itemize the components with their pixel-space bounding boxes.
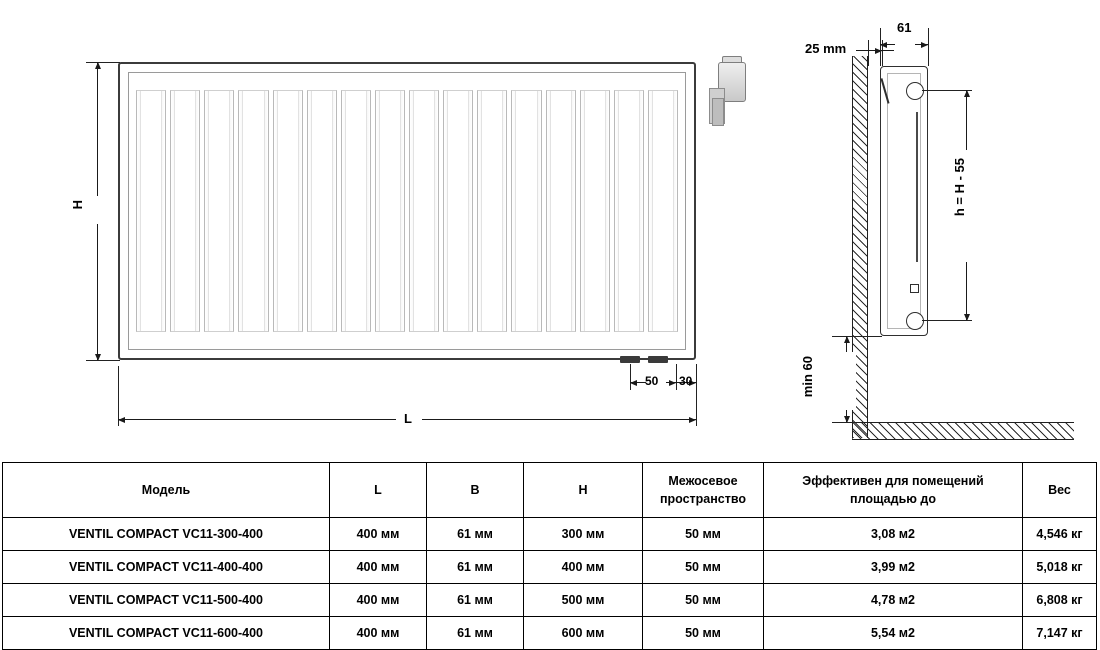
cell-spacing: 50 мм [643, 584, 764, 617]
fin [307, 90, 337, 332]
ext-line-bottom-left [86, 360, 120, 361]
cell-depth: 61 мм [427, 518, 524, 551]
dim-gap-mask-61 [895, 34, 915, 54]
th-area [764, 463, 1023, 518]
cell-height: 600 мм [524, 617, 643, 650]
fin [273, 90, 303, 332]
table-row [3, 518, 1097, 551]
cell-area: 3,08 м2 [764, 518, 1023, 551]
cell-height: 300 мм [524, 518, 643, 551]
arrow-right-61 [921, 42, 928, 48]
ext-50-left [630, 364, 631, 390]
ext-61-right [928, 28, 929, 66]
cell-depth: 61 мм [427, 617, 524, 650]
ext-30-right [696, 364, 697, 390]
arrow-left-length [118, 417, 125, 423]
fin [136, 90, 166, 332]
cell-area: 4,78 м2 [764, 584, 1023, 617]
th-area-line1: Эффективен для помещений [802, 473, 984, 488]
ext-50-right [676, 364, 677, 390]
fin [170, 90, 200, 332]
th-height: H [524, 463, 643, 518]
cell-area: 3,99 м2 [764, 551, 1023, 584]
radiator-front-view [118, 62, 696, 360]
radiator-fins [134, 90, 680, 332]
fin [238, 90, 268, 332]
label-depth-25mm: 25 mm [805, 41, 847, 56]
fin [511, 90, 541, 332]
cell-model: VENTIL COMPACT VC11-400-400 [3, 551, 330, 584]
arrow-right-50 [669, 380, 676, 386]
fin [648, 90, 678, 332]
table-header-row [3, 463, 1097, 518]
cell-depth: 61 мм [427, 584, 524, 617]
side-internal-bar [916, 112, 918, 262]
fin [443, 90, 473, 332]
arrow-right-length [689, 417, 696, 423]
arrow-left-61 [880, 42, 887, 48]
label-dim-30: 30 [679, 374, 693, 388]
bottom-connection-circle [906, 312, 924, 330]
dim-gap-mask-min60 [838, 352, 856, 410]
th-spacing-line1: Межосевое [668, 473, 738, 488]
arrow-left-50 [630, 380, 637, 386]
arrow-up-min60 [844, 336, 850, 343]
th-area-line2: площадью до [850, 492, 936, 506]
fin [580, 90, 610, 332]
label-inner-height: h = H - 55 [952, 158, 967, 217]
bottom-connector-right [648, 356, 668, 363]
cell-length: 400 мм [330, 584, 427, 617]
side-mid-marker [910, 284, 919, 293]
cell-spacing: 50 мм [643, 551, 764, 584]
th-depth: B [427, 463, 524, 518]
th-weight: Вес [1023, 463, 1097, 518]
fin [204, 90, 234, 332]
table-row [3, 551, 1097, 584]
ext-line-top-left [86, 62, 120, 63]
cell-length: 400 мм [330, 617, 427, 650]
label-dim-50: 50 [645, 374, 659, 388]
specification-table [2, 462, 1097, 650]
cell-spacing: 50 мм [643, 617, 764, 650]
arrow-up-inner-height [964, 90, 970, 97]
bottom-connector-left [620, 356, 640, 363]
cell-area: 5,54 м2 [764, 617, 1023, 650]
table-row [3, 617, 1097, 650]
label-length-L: L [404, 411, 412, 426]
cell-weight: 6,808 кг [1023, 584, 1097, 617]
table-row [3, 584, 1097, 617]
dim-gap-mask-h [88, 196, 108, 224]
th-model: Модель [3, 463, 330, 518]
cell-weight: 5,018 кг [1023, 551, 1097, 584]
ext-min60-top [832, 336, 882, 337]
cell-height: 500 мм [524, 584, 643, 617]
fin [375, 90, 405, 332]
fin [341, 90, 371, 332]
top-connection-circle [906, 82, 924, 100]
arrow-down-inner-height [964, 314, 970, 321]
cell-height: 400 мм [524, 551, 643, 584]
fin [409, 90, 439, 332]
label-height-H: H [70, 200, 85, 210]
fin [477, 90, 507, 332]
fin [546, 90, 576, 332]
floor-hatch [852, 422, 1074, 440]
cell-weight: 4,546 кг [1023, 518, 1097, 551]
arrow-up-height [95, 62, 101, 69]
cell-length: 400 мм [330, 551, 427, 584]
cell-model: VENTIL COMPACT VC11-500-400 [3, 584, 330, 617]
label-width-61: 61 [897, 20, 912, 35]
cell-length: 400 мм [330, 518, 427, 551]
arrow-down-min60 [844, 416, 850, 423]
radiator-side-view [880, 66, 928, 336]
cell-weight: 7,147 кг [1023, 617, 1097, 650]
th-spacing [643, 463, 764, 518]
cell-model: VENTIL COMPACT VC11-600-400 [3, 617, 330, 650]
cell-model: VENTIL COMPACT VC11-300-400 [3, 518, 330, 551]
th-spacing-line2: пространство [659, 492, 747, 506]
fin [614, 90, 644, 332]
cell-spacing: 50 мм [643, 518, 764, 551]
th-length: L [330, 463, 427, 518]
table-body [3, 518, 1097, 650]
cell-depth: 61 мм [427, 551, 524, 584]
label-min-floor-distance: min 60 [800, 356, 815, 398]
valve-neck [712, 98, 724, 126]
arrow-down-height [95, 354, 101, 361]
ext-25-left [868, 40, 869, 66]
